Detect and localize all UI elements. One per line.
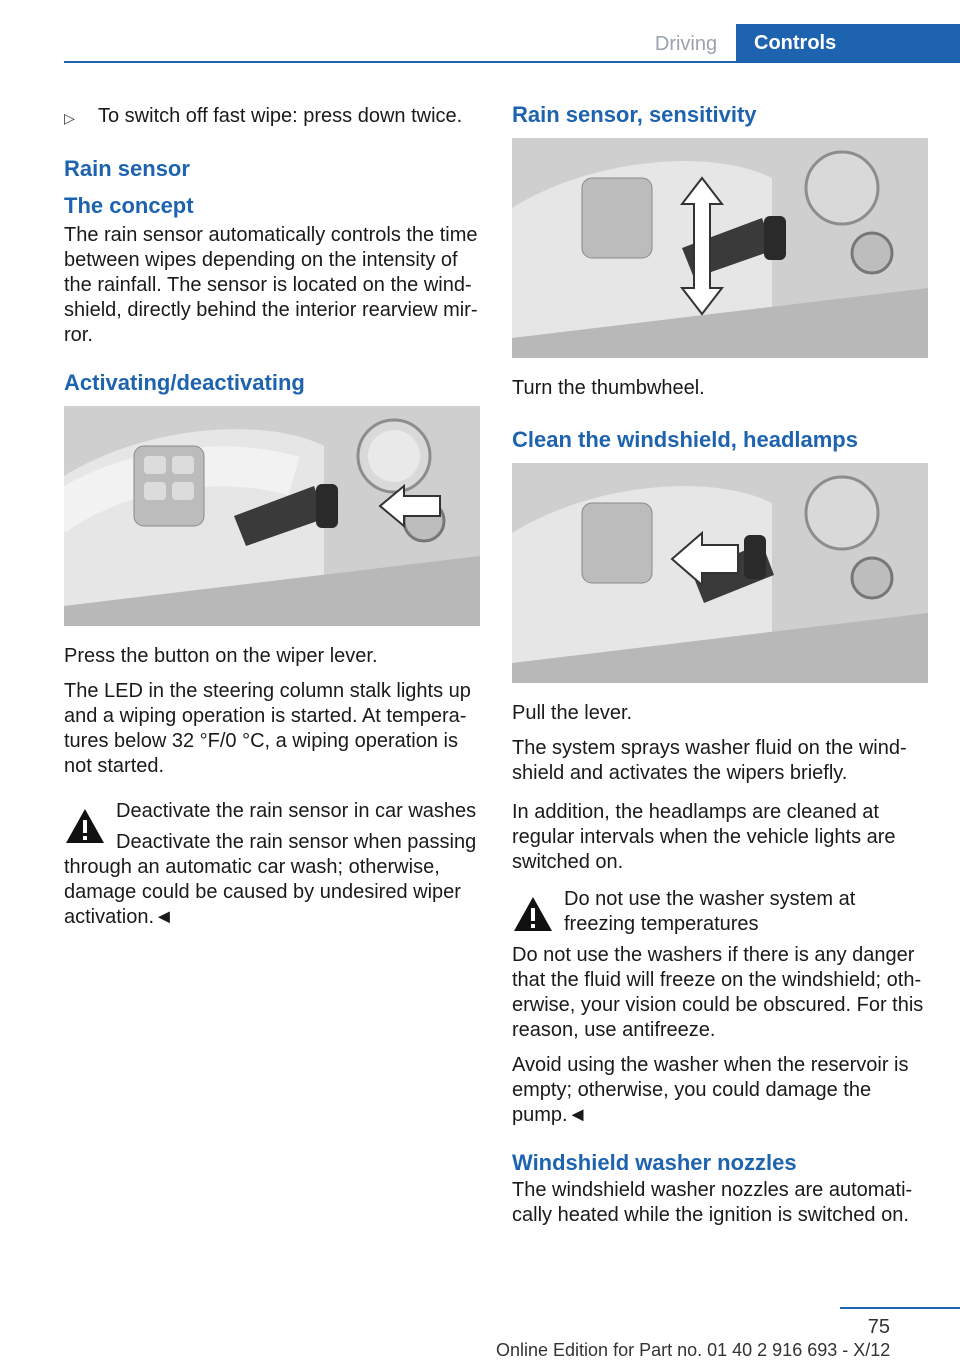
heading-rain-sensor: Rain sensor <box>64 156 190 181</box>
footer-rule <box>840 1307 960 1309</box>
headlamps-paragraph: In addition, the headlamps are cleaned at regular intervals when the vehicle lights are switched on. <box>512 801 896 873</box>
nozzles-paragraph: The windshield washer nozzles are automatically heated while the ignition is switched on. <box>512 1179 913 1226</box>
header-rule <box>64 61 960 63</box>
pull-lever-illustration <box>512 463 928 683</box>
thumbwheel-illustration <box>512 138 928 358</box>
warning-triangle-icon <box>64 807 106 845</box>
led-paragraph: The LED in the steering column stalk lights up and a wiping operation is started. At temperatures below 32 °F/0 °C, a wiping operation is not started. <box>64 680 471 777</box>
heading-washer-nozzles: Windshield washer nozzles <box>512 1150 797 1175</box>
car-wash-warning <box>64 799 482 855</box>
warning-body-rest: through an automatic car wash; otherwise, damage could be caused by undesired wiper activation.◄ <box>64 856 461 928</box>
page-number: 75 <box>867 1316 890 1338</box>
edition-footer: Online Edition for Part no. 01 40 2 916 693 - X/12 <box>496 1340 891 1360</box>
sprays-paragraph: The system sprays washer fluid on the windshield and activates the wipers briefly. <box>512 737 907 784</box>
right-column <box>512 96 930 1238</box>
bullet-item <box>64 104 482 131</box>
press-button-paragraph: Press the button on the wiper lever. <box>64 645 378 667</box>
freezing-warning <box>512 887 930 937</box>
heading-clean-windshield: Clean the windshield, headlamps <box>512 427 858 452</box>
concept-paragraph: The rain sensor automatically controls the time between wipes depending on the intensity of the rainfall. The sensor is located on the windshield, directly behind the interior rearview mirror. <box>64 224 478 346</box>
wiper-button-illustration <box>64 406 480 626</box>
pull-lever-figure <box>512 463 928 683</box>
warning-body-first: Deactivate the rain sensor when passing <box>116 831 477 853</box>
triangle-bullet-icon: ▷ <box>64 110 75 126</box>
freezing-warning-paragraph-1: Do not use the washers if there is any danger that the fluid will freeze on the windshield; otherwise, your vision could be obscured. For this reason, use antifreeze. <box>512 944 924 1041</box>
bullet-text: To switch off fast wipe: press down twice. <box>98 105 463 127</box>
warning-title: Do not use the washer system at freezing temperatures <box>564 888 856 935</box>
pull-lever-paragraph: Pull the lever. <box>512 702 633 724</box>
thumbwheel-paragraph: Turn the thumbwheel. <box>512 377 705 399</box>
warning-title: Deactivate the rain sensor in car washes <box>116 800 477 822</box>
heading-sensitivity: Rain sensor, sensitivity <box>512 102 757 127</box>
header-chapter-tab: Controls <box>736 24 960 62</box>
thumbwheel-figure <box>512 138 928 358</box>
heading-activating: Activating/deactivating <box>64 370 305 395</box>
steering-wheel-button-press-figure <box>64 406 480 626</box>
heading-concept: The concept <box>64 193 194 218</box>
left-column <box>64 96 482 930</box>
freezing-warning-paragraph-2: Avoid using the washer when the reservoir is empty; otherwise, you could damage the pump.◄ <box>512 1054 909 1126</box>
warning-triangle-icon <box>512 895 554 933</box>
header-section-label: Driving <box>654 33 718 55</box>
